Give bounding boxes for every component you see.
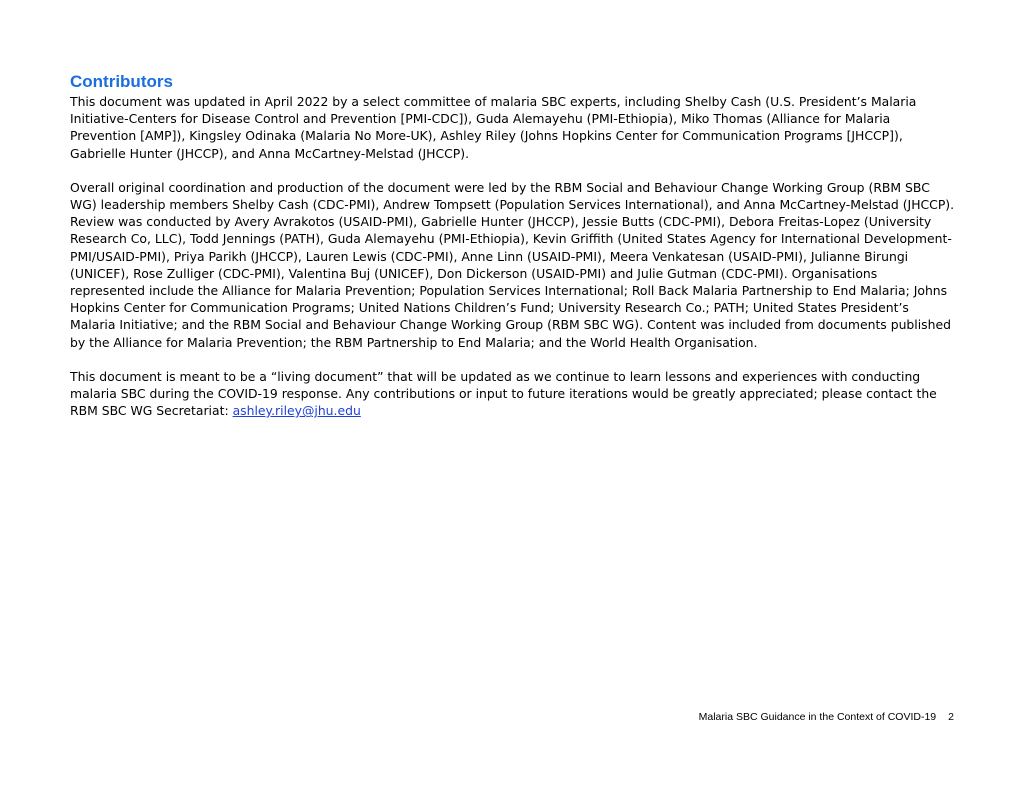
page-number: 2: [948, 711, 954, 723]
living-document-text: This document is meant to be a “living document” that will be updated as we continue to learn lessons and experiences with conducting malaria SBC during the COVID-19 response. Any contributions or input to future iterations would be greatly appreciated; please contact the RBM SBC WG Secretariat:: [70, 368, 937, 419]
paragraph-living-document: [70, 368, 955, 420]
page-footer: [699, 711, 954, 723]
footer-title: Malaria SBC Guidance in the Context of COVID-19: [698, 711, 937, 723]
section-heading: Contributors: [70, 72, 173, 91]
paragraph-original-coordination: Overall original coordination and production of the document were led by the RBM Social and Behaviour Change Working Group (RBM SBC WG) leadership members Shelby Cash (CDC-PMI), Andrew Tompsett (Population Services International), and Anna McCartney-Melstad (JHCCP). Review was conducted by Avery Avrakotos (USAID-PMI), Gabrielle Hunter (JHCCP), Jessie Butts (CDC-PMI), Debora Freitas-Lopez (University Research Co, LLC), Todd Jennings (PATH), Guda Alemayehu (PMI-Ethiopia), Kevin Griffith (United States Agency for International Development-PMI/USAID-PMI), Priya Parikh (JHCCP), Lauren Lewis (CDC-PMI), Anne Linn (USAID-PMI), Meera Venkatesan (USAID-PMI), Julianne Birungi (UNICEF), Rose Zulliger (CDC-PMI), Valentina Buj (UNICEF), Don Dickerson (USAID-PMI) and Julie Gutman (CDC-PMI). Organisations represented include the Alliance for Malaria Prevention; Population Services International; Roll Back Malaria Partnership to End Malaria; Johns Hopkins Center for Communication Programs; United Nations Children’s Fund; University Research Co.; PATH; United States President’s Malaria Initiative; and the RBM Social and Behaviour Change Working Group (RBM SBC WG). Content was included from documents published by the Alliance for Malaria Prevention; the RBM Partnership to End Malaria; and the World Health Organisation.: [70, 179, 955, 350]
page-content: [70, 72, 955, 419]
secretariat-email-link[interactable]: ashley.riley@jhu.edu: [232, 403, 361, 419]
paragraph-update-committee: This document was updated in April 2022 by a select committee of malaria SBC experts, including Shelby Cash (U.S. President’s Malaria Initiative-Centers for Disease Control and Prevention [PMI-CDC]), Guda Alemayehu (PMI-Ethiopia), Miko Thomas (Alliance for Malaria Prevention [AMP]), Kingsley Odinaka (Malaria No More-UK), Ashley Riley (Johns Hopkins Center for Communication Programs [JHCCP]), Gabrielle Hunter (JHCCP), and Anna McCartney-Melstad (JHCCP).: [70, 94, 917, 161]
